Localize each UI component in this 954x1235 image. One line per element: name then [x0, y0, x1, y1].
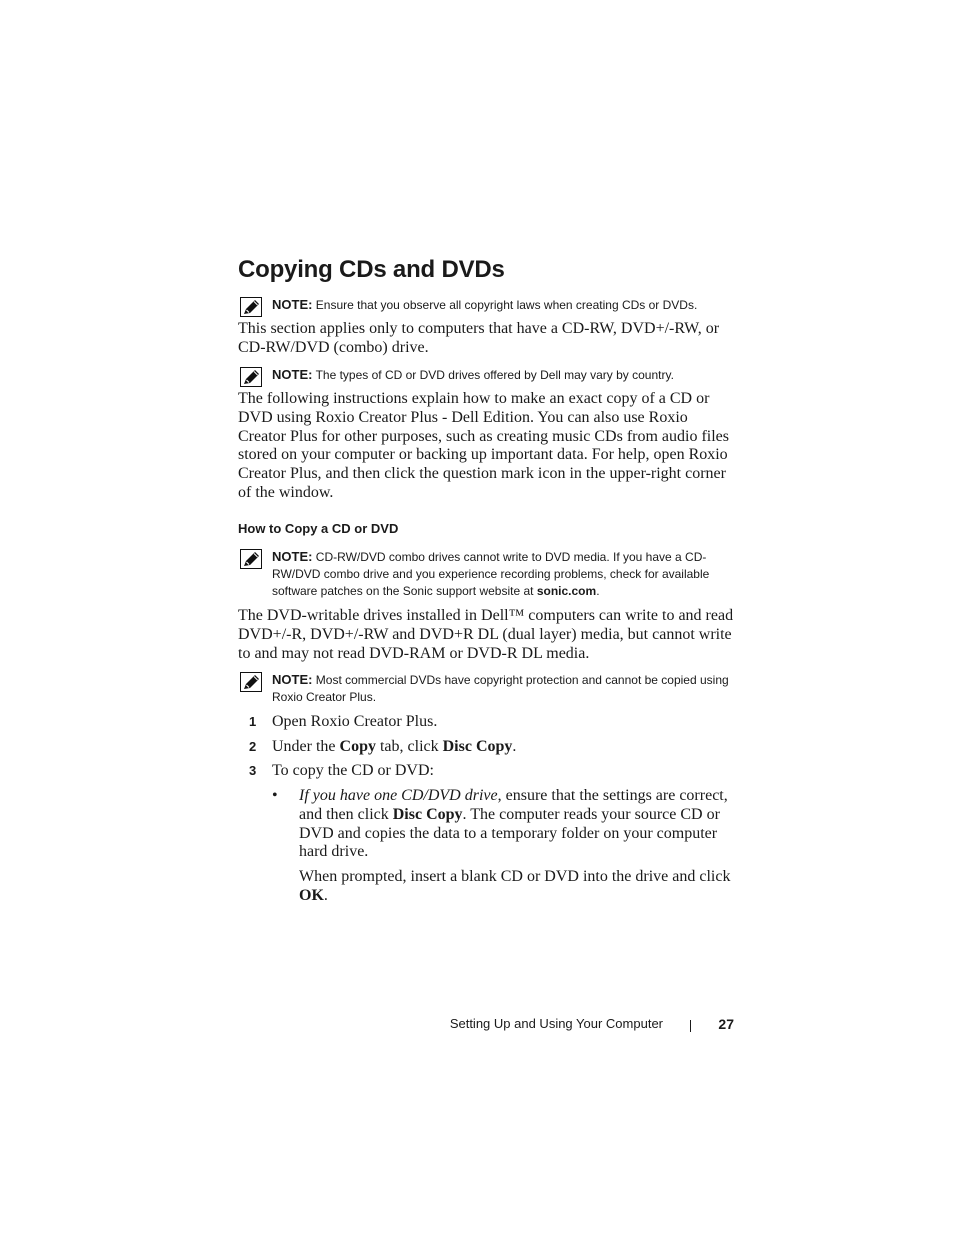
note-end: . — [596, 584, 600, 598]
page-title: Copying CDs and DVDs — [238, 256, 505, 283]
page-number: 27 — [718, 1016, 734, 1032]
step-2 — [238, 738, 738, 757]
note-text: CD-RW/DVD combo drives cannot write to DVD media. If you have a CD-RW/DVD combo drive and you experience recording problems, check for available software patches on the Sonic support website at — [272, 550, 710, 598]
pencil-note-icon — [240, 672, 262, 692]
step-number: 3 — [249, 763, 257, 778]
ok-label: OK — [299, 886, 324, 904]
note-label: NOTE: — [272, 297, 313, 312]
step-3 — [238, 762, 738, 781]
copy-tab-label: Copy — [339, 738, 376, 755]
disc-copy-label: Disc Copy — [392, 805, 463, 823]
note-label: NOTE: — [272, 367, 313, 382]
footer-title: Setting Up and Using Your Computer — [449, 1016, 663, 1031]
pencil-note-icon — [240, 367, 262, 387]
bullet-symbol: • — [272, 787, 278, 804]
note-combo-drives — [238, 548, 738, 600]
note-label: NOTE: — [272, 672, 313, 687]
intro-paragraph: This section applies only to computers that have a CD-RW, DVD+/-RW, or CD-RW/DVD (combo) drive. — [238, 320, 720, 356]
note-copyright — [238, 296, 738, 314]
bullet-followup — [238, 868, 738, 906]
step-1 — [238, 713, 738, 732]
pencil-note-icon — [240, 297, 262, 317]
instructions-paragraph: The following instructions explain how to make an exact copy of a CD or DVD using Roxio Creator Plus - Dell Edition. You can also use Roxio Creator Plus for other purposes, such as creating music CDs from audio files stored on your computer or backing up important data. For help, open Roxio Creator Plus, and then click the question mark icon in the upper-right corner of the window. — [238, 390, 730, 501]
sonic-website-link[interactable]: sonic.com — [536, 584, 597, 598]
pencil-note-icon — [240, 549, 262, 569]
note-text: Ensure that you observe all copyright laws when creating CDs or DVDs. — [315, 298, 698, 312]
note-copy-protection — [238, 671, 738, 706]
bullet-one-drive — [238, 787, 738, 862]
bullet-text: If you have one CD/DVD drive, ensure that the settings are correct, and then click Disc Copy. The computer reads your source CD or DVD and copies the data to a temporary folder on your computer hard drive. — [299, 787, 728, 861]
note-drive-types — [238, 366, 738, 384]
note-text: The types of CD or DVD drives offered by Dell may vary by country. — [315, 368, 674, 382]
step-number: 1 — [249, 714, 257, 729]
note-label: NOTE: — [272, 549, 313, 564]
footer-separator — [690, 1020, 691, 1032]
section-heading: How to Copy a CD or DVD — [238, 521, 399, 536]
step-number: 2 — [249, 739, 257, 754]
step-text: Under the Copy tab, click Disc Copy. — [272, 738, 517, 755]
step-text: Open Roxio Creator Plus. — [272, 713, 438, 730]
note-text: Most commercial DVDs have copyright protection and cannot be copied using Roxio Creator Plus. — [272, 673, 729, 704]
disc-copy-label: Disc Copy — [442, 738, 513, 755]
page-footer — [238, 1016, 734, 1036]
followup-text: When prompted, insert a blank CD or DVD into the drive and click OK. — [299, 868, 731, 904]
step-text: To copy the CD or DVD: — [272, 762, 434, 779]
dvd-writable-paragraph: The DVD-writable drives installed in Dell™ computers can write to and read DVD+/-R, DVD+/-RW and DVD+R DL (dual layer) media, but cannot write to and may not read DVD-RAM or DVD-R DL media. — [238, 607, 734, 662]
